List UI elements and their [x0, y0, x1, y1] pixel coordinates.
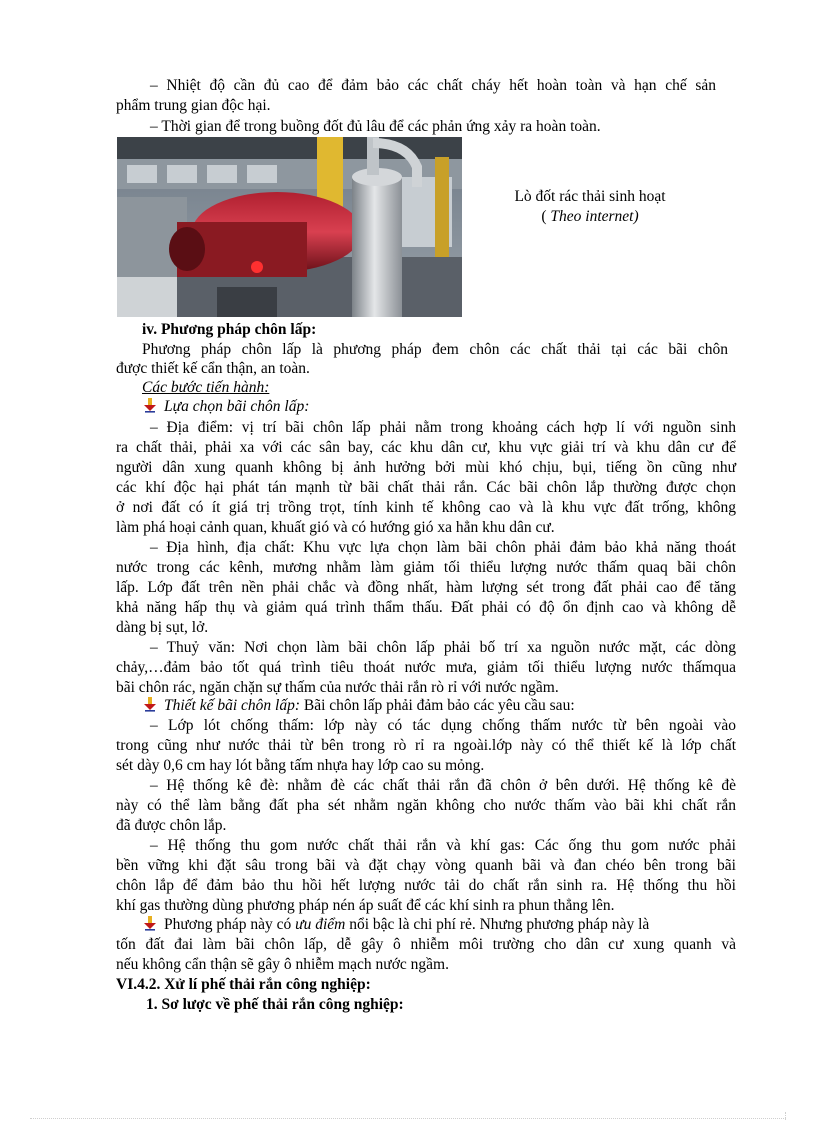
text-line: các khí độc hại phát tán mạnh từ bãi chất thải rắn. Các bãi chôn lắp thường được chọn — [116, 479, 736, 496]
conclusion-line: Phương pháp này có ưu điểm nổi bậc là chi phí rẻ. Nhưng phương pháp này là — [142, 915, 736, 935]
text-line: – Địa hình, địa chất: Khu vực lựa chọn làm bãi chôn phải đảm bảo khả năng thoát — [150, 539, 736, 556]
photo-caption-source: ( Theo internet) — [541, 208, 639, 225]
text-line: trong cũng như nước thải từ bên trong rò rỉ ra ngoài.lớp này có thể thiết kế là lớp chất — [116, 737, 736, 754]
subheading-landfill-design: Thiết kế bãi chôn lấp: Bãi chôn lấp phải đảm bảo các yêu cầu sau: — [142, 696, 575, 716]
text-line: chôn lắp để đảm bảo thu hồi hết lượng nước tải do chất rắn sinh ra. Hệ thống thu hồi — [116, 877, 736, 894]
text-line: sét dày 0,6 cm hay lót bằng tấm nhựa hay lớp cao su mỏng. — [116, 757, 485, 774]
steps-subheading: Các bước tiến hành: — [142, 379, 270, 396]
text-line: – Địa điểm: vị trí bãi chôn lấp phải nằm trong khoảng cách hợp lí với nguồn sinh — [150, 419, 736, 436]
text-line: Phương pháp chôn lấp là phương pháp đem chôn các chất thải tại các bãi chôn — [142, 341, 728, 358]
photo-caption-title: Lò đốt rác thải sinh hoạt — [514, 188, 666, 205]
text-line: ra chất thải, phải xa với các sân bay, các khu dân cư, khu vực giải trí và khu dân cư để — [116, 439, 736, 456]
text-line: đã được chôn lắp. — [116, 817, 227, 834]
text-line: làm phá hoại cảnh quan, khuất gió và có hướng gió xa hẳn khu dân cư. — [116, 519, 555, 536]
text-line: nếu không cẩn thận sẽ gây ô nhiễm mạch nước ngầm. — [116, 956, 449, 973]
arrow-bullet-icon — [142, 397, 158, 413]
text-line: người dân xung quanh không bị ảnh hưởng bởi mùi khó chịu, bụi, tiếng ồn cũng như — [116, 459, 736, 476]
arrow-bullet-icon — [142, 696, 158, 712]
page-footer-rule — [30, 1118, 786, 1119]
section-heading-vi-4-2: VI.4.2. Xử lí phế thải rắn công nghiệp: — [116, 976, 371, 993]
section-heading-iv: iv. Phương pháp chôn lấp: — [142, 321, 317, 338]
text-line: phẩm trung gian độc hại. — [116, 97, 271, 114]
text-line: tốn đất đai làm bãi chôn lấp, dễ gây ô nhiễm môi trường cho dân cư xung quanh và — [116, 936, 736, 953]
text-line: – Thuỷ văn: Nơi chọn làm bãi chôn lấp phải bố trí xa nguồn nước mặt, các dòng — [150, 639, 736, 656]
text-line: bền vững khi đặt sâu trong bãi và đặt chạy vòng quanh bãi và đan chéo bên trong bãi — [116, 857, 736, 874]
page-footer-tick — [785, 1112, 787, 1120]
text-line: – Lớp lót chống thấm: lớp này có tác dụng chống thấm nước từ bên ngoài vào — [150, 717, 736, 734]
text-line: lấp. Lớp đất trên nền phải chắc và đồng nhất, hàm lượng sét trong đất phải cao để tăng — [116, 579, 736, 596]
text-line: – Nhiệt độ cần đủ cao để đảm bảo các chất cháy hết hoàn toàn và hạn chế sản — [150, 77, 716, 94]
incinerator-photo — [117, 137, 462, 317]
text-line: khí gas thường dùng phương pháp nén áp suất để các khí sinh ra phun thẳng lên. — [116, 897, 615, 914]
text-line: bãi chôn rác, ngăn chặn sự thấm của nước thải rắn rò rỉ với nước ngầm. — [116, 679, 559, 696]
text-line: – Thời gian để trong buồng đốt đủ lâu để các phản ứng xảy ra hoàn toàn. — [150, 118, 601, 135]
text-line: chảy,…đảm bảo tốt quá trình tiêu thoát nước mưa, giảm tối thiểu lượng nước thấmqua — [116, 659, 736, 676]
subheading-site-selection: Lựa chọn bãi chôn lấp: — [142, 397, 309, 417]
text-line: được thiết kế cẩn thận, an toàn. — [116, 360, 310, 377]
text-line: nước trong các kênh, mương nhằm làm giảm tối thiểu lượng nước thấm quaq bãi chôn — [116, 559, 736, 576]
text-line: dàng bị sụt, lở. — [116, 619, 209, 636]
text-line: ở nơi đất có ít giá trị trồng trọt, tính kinh tế không cao và là khu vực đất trống, không — [116, 499, 736, 516]
text-line: – Hệ thống kê đè: nhằm đè các chất thải rắn đã chôn ở bên dưới. Hệ thống kê đè — [150, 777, 736, 794]
arrow-bullet-icon — [142, 915, 158, 931]
text-line: khả năng hấp thụ và giảm quá trình thẩm thấu. Đất phải có độ ổn định cao và không dễ — [116, 599, 736, 616]
section-heading-1: 1. Sơ lược về phế thải rắn công nghiệp: — [146, 996, 404, 1013]
text-line: này có thể làm bằng đất pha sét nhằm ngăn không cho nước thấm vào bãi khi chất rắn — [116, 797, 736, 814]
text-line: – Hệ thống thu gom nước chất thải rắn và khí gas: Các ống thu gom nước phải — [150, 837, 736, 854]
